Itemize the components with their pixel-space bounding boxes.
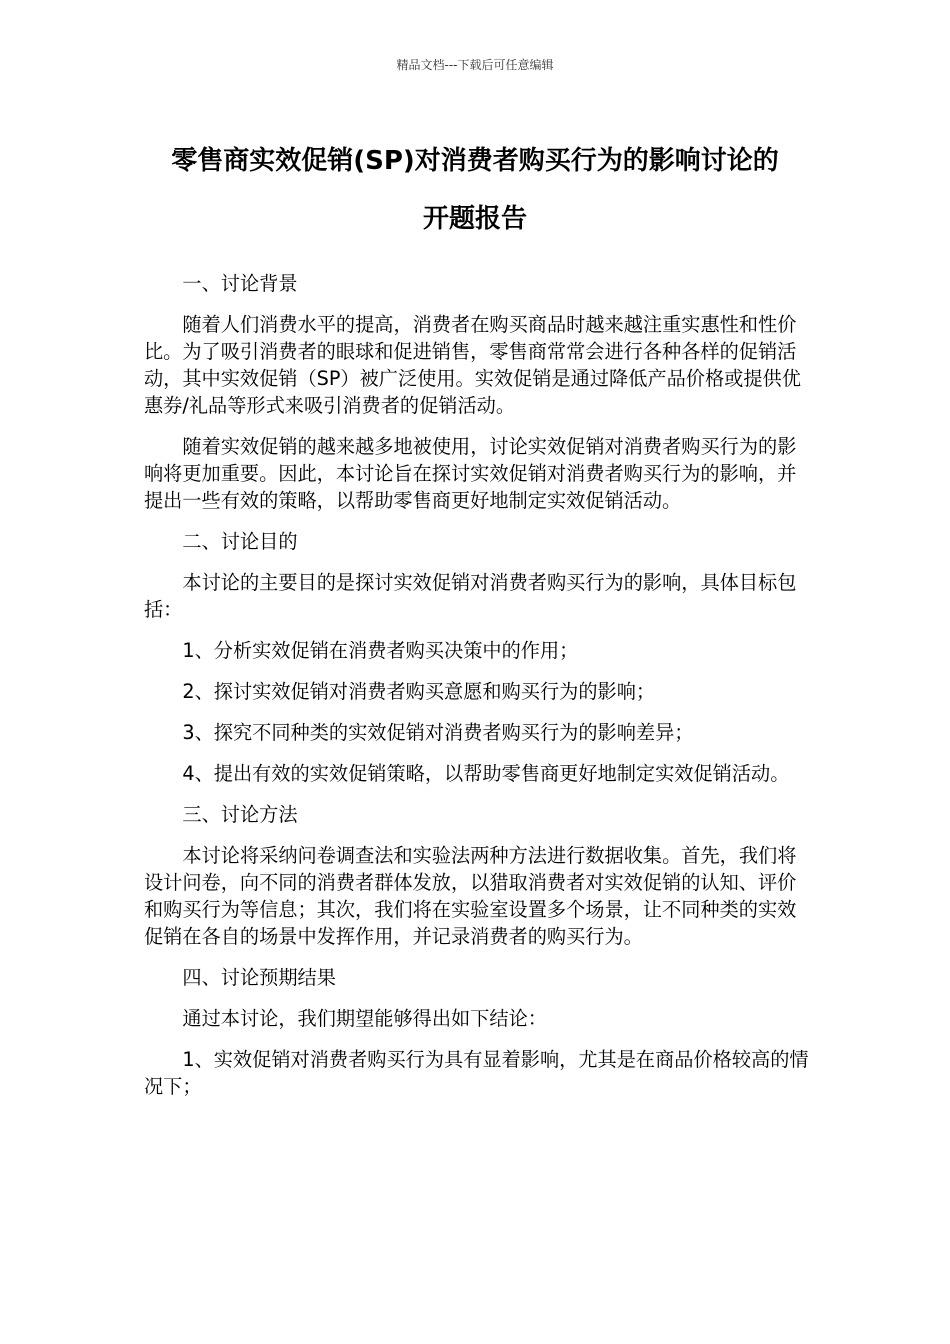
section-heading: 四、讨论预期结果 (182, 966, 336, 989)
title-line-2: 开题报告 (422, 204, 527, 234)
list-item: 1、实效促销对消费者购买行为具有显着影响，尤其是在商品价格较高的情况下； (144, 1048, 809, 1098)
list-item: 1、分析实效促销在消费者购买决策中的作用； (182, 639, 579, 662)
section-heading: 二、讨论目的 (182, 530, 298, 553)
section-heading: 三、讨论方法 (182, 803, 298, 826)
paragraph: 本讨论的主要目的是探讨实效促销对消费者购买行为的影响，具体目标包括： (144, 571, 797, 621)
paragraph: 通过本讨论，我们期望能够得出如下结论： (182, 1007, 547, 1030)
document-title (120, 132, 830, 248)
paragraph: 本讨论将采纳问卷调查法和实验法两种方法进行数据收集。首先，我们将设计问卷，向不同的消费者群体发放，以猎取消费者对实效促销的认知、评价和购买行为等信息；其次，我们将在实验室设置多个场景，让不同种类的实效促销在各自的场景中发挥作用，并记录消费者的购买行为。 (144, 844, 797, 948)
title-line-1: 零售商实效促销(SP)对消费者购买行为的影响讨论的 (171, 146, 779, 176)
section-heading: 一、讨论背景 (182, 272, 298, 295)
document-body (144, 270, 810, 1114)
list-item: 3、探究不同种类的实效促销对消费者购买行为的影响差异； (182, 721, 694, 744)
list-item: 2、探讨实效促销对消费者购买意愿和购买行为的影响； (182, 680, 656, 703)
page-header: 精品文档---下载后可任意编辑 (396, 58, 554, 72)
paragraph: 随着实效促销的越来越多地被使用，讨论实效促销对消费者购买行为的影响将更加重要。因此，本讨论旨在探讨实效促销对消费者购买行为的影响，并提出一些有效的策略，以帮助零售商更好地制定实效促销活动。 (144, 435, 797, 512)
paragraph: 随着人们消费水平的提高，消费者在购买商品时越来越注重实惠性和性价比。为了吸引消费者的眼球和促进销售，零售商常常会进行各种各样的促销活动，其中实效促销（SP）被广泛使用。实效促销是通过降低产品价格或提供优惠券/礼品等形式来吸引消费者的促销活动。 (144, 313, 801, 417)
list-item: 4、提出有效的实效促销策略，以帮助零售商更好地制定实效促销活动。 (182, 762, 790, 785)
